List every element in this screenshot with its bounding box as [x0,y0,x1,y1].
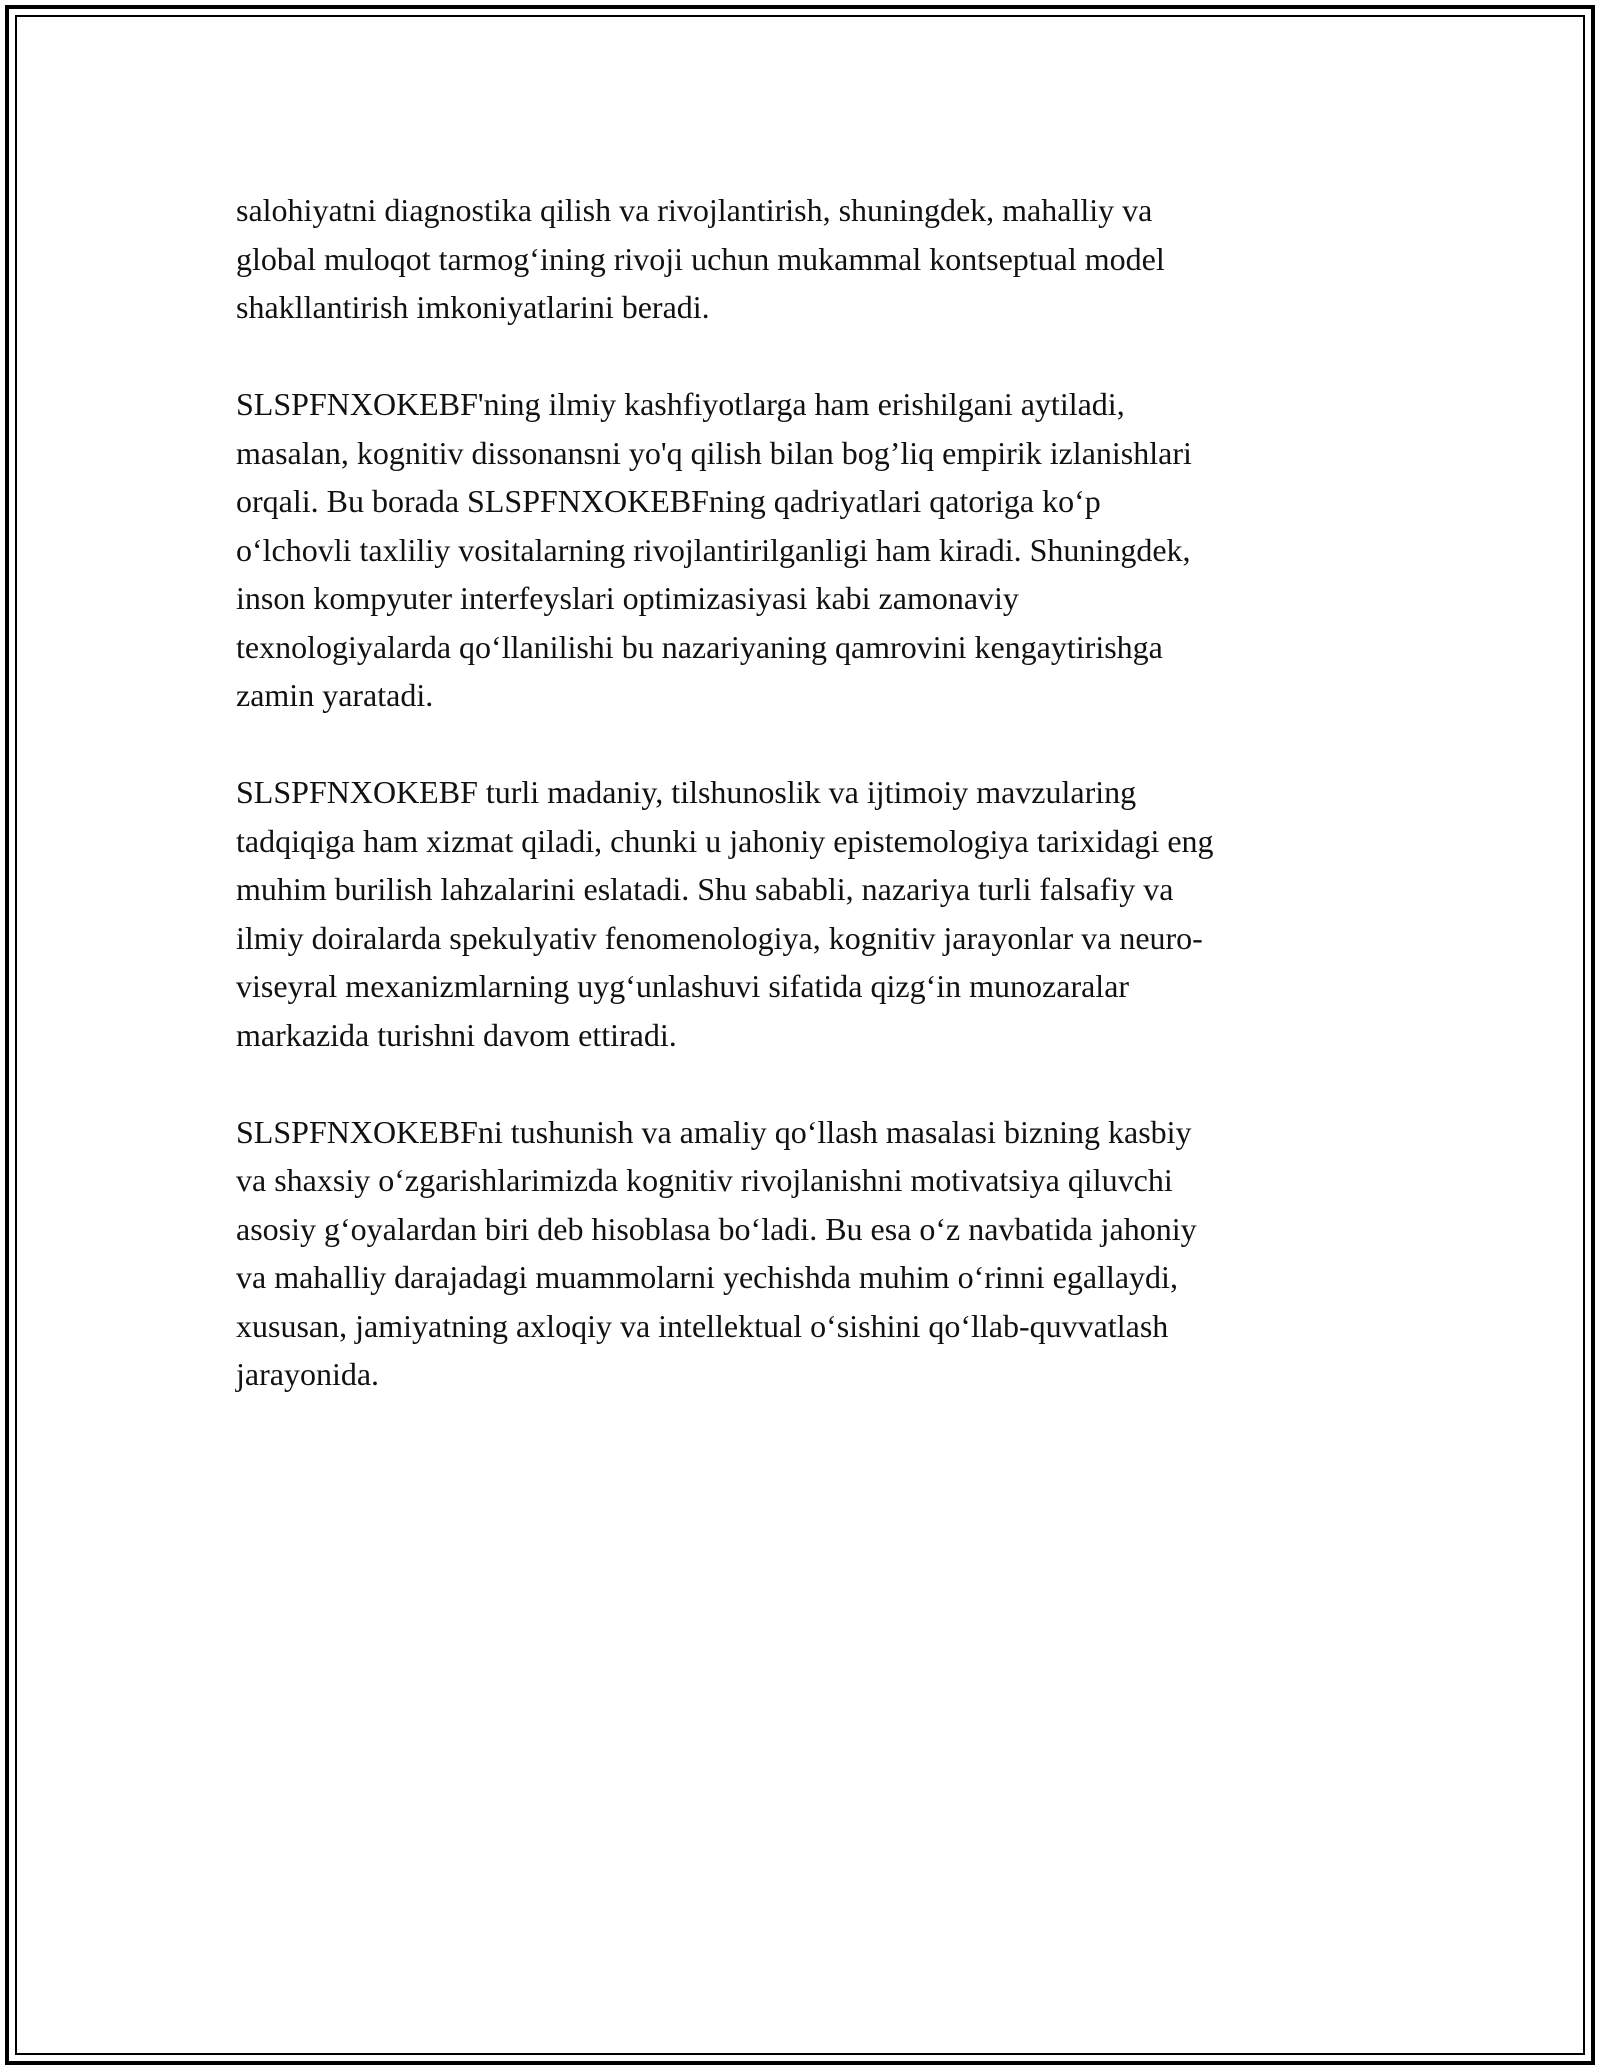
text-line: SLSPFNXOKEBF'ning ilmiy kashfiyotlarga ham erishilgani aytiladi, [236,386,1125,422]
text-line: orqali. Bu borada SLSPFNXOKEBFning qadriyatlari qatoriga ko‘p [236,483,1101,519]
text-line: jarayonida. [236,1356,380,1392]
text-line: global muloqot tarmog‘ining rivoji uchun mukammal kontseptual model [236,240,1165,277]
text-line: xususan, jamiyatning axloqiy va intellektual o‘sishini qo‘llab-quvvatlash [236,1307,1169,1344]
text-line: o‘lchovli taxliliy vositalarning rivojlantirilganligi ham kiradi. Shuningdek, [236,531,1191,568]
text-line: SLSPFNXOKEBFni tushunish va amaliy qo‘llash masalasi bizning kasbiy [236,1113,1192,1150]
text-line: asosiy g‘oyalardan biri deb hisoblasa bo‘ladi. Bu esa o‘z navbatida jahoniy [236,1210,1197,1247]
text-line: salohiyatni diagnostika qilish va rivojlantirish, shuningdek, mahalliy va [236,192,1153,228]
text-line: tadqiqiga ham xizmat qiladi, chunki u jahoniy epistemologiya tarixidagi eng [236,822,1214,859]
text-line: va mahalliy darajadagi muammolarni yechishda muhim o‘rinni egallaydi, [236,1259,1178,1295]
text-line: va shaxsiy o‘zgarishlarimizda kognitiv rivojlanishni motivatsiya qiluvchi [236,1162,1173,1198]
text-line: inson kompyuter interfeyslari optimizasiyasi kabi zamonaviy [236,580,1019,616]
paragraph-2 [236,380,1366,720]
paragraph-4 [236,1108,1366,1399]
text-line: zamin yaratadi. [236,677,434,713]
text-line: markazida turishni davom ettiradi. [236,1016,677,1053]
text-line: viseyral mexanizmlarning uyg‘unlashuvi sifatida qizg‘in munozaralar [236,968,1130,1004]
document-body [236,186,1366,1447]
paragraph-3 [236,768,1366,1059]
text-line: ilmiy doiralarda spekulyativ fenomenologiya, kognitiv jarayonlar va neuro- [236,919,1203,956]
text-line: muhim burilish lahzalarini eslatadi. Shu sababli, nazariya turli falsafiy va [236,871,1174,907]
text-line: shakllantirish imkoniyatlarini beradi. [236,289,710,325]
text-line: masalan, kognitiv dissonansni yo'q qilish bilan bog’liq empirik izlanishlari [236,434,1192,471]
paragraph-1 [236,186,1366,332]
text-line: texnologiyalarda qo‘llanilishi bu nazariyaning qamrovini kengaytirishga [236,628,1163,665]
text-line: SLSPFNXOKEBF turli madaniy, tilshunoslik va ijtimoiy mavzularing [236,774,1137,810]
